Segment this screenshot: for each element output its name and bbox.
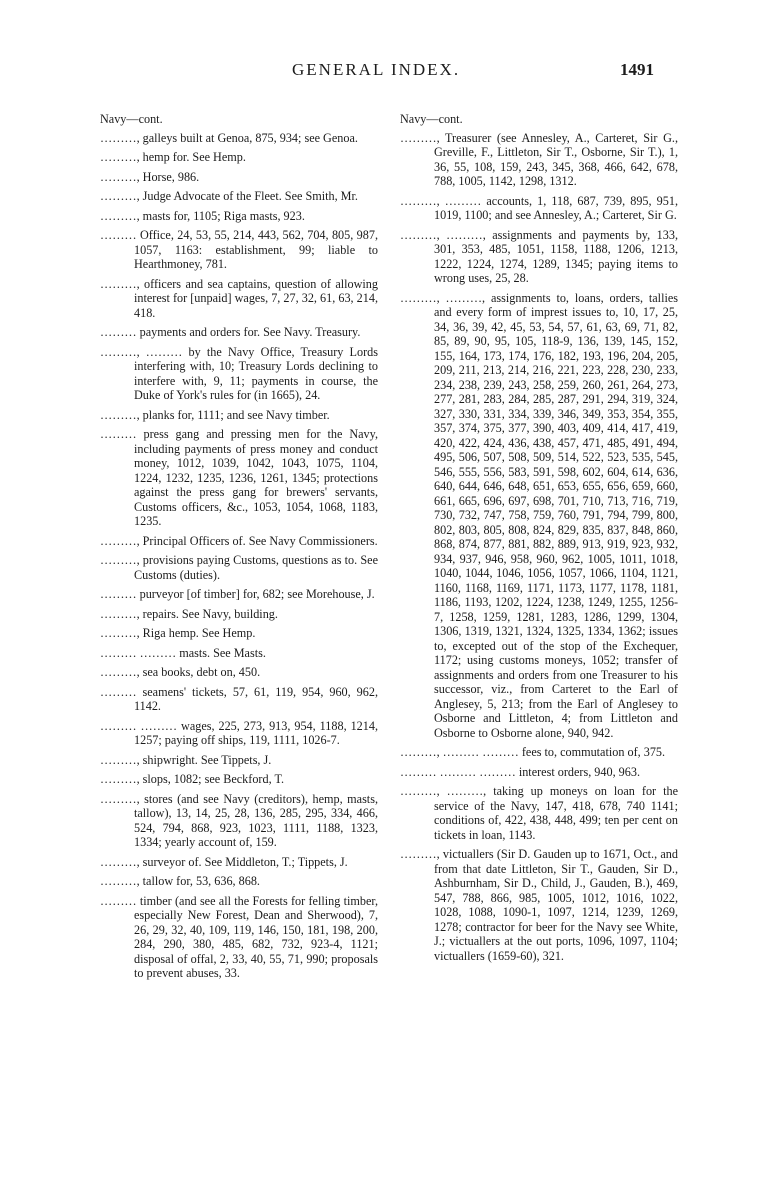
index-entry: ………, tallow for, 53, 636, 868. [100,874,260,888]
index-entry: ………, planks for, 1111; and see Navy timber. [100,407,330,422]
column-heading: Navy—cont. [100,112,163,126]
index-entry: ………, repairs. See Navy, building. [100,606,278,621]
index-column-right [400,112,678,968]
index-column-left [100,112,378,986]
index-entry: ………, slops, 1082; see Beckford, T. [100,772,285,786]
index-entry: ……… seamens' tickets, 57, 61, 119, 954, 960, 962, 1142. [100,684,378,713]
index-entry: ……… ……… wages, 225, 273, 913, 954, 1188, 1214, 1257; paying off ships, 119, 1111, 1026-7. [100,718,378,747]
index-entry: ………, officers and sea captains, question of allowing interest for [unpaid] wages, 7, 27, 32, 61, 63, 214, 418. [100,276,378,320]
index-entry: ………, ……… accounts, 1, 118, 687, 739, 895, 951, 1019, 1100; and see Annesley, A.; Carteret, Sir G. [400,193,678,222]
index-entry: ………, Horse, 986. [100,169,200,184]
index-entry: ………, Treasurer (see Annesley, A., Carteret, Sir G., Greville, F., Littleton, Sir T., Osborne, Sir T.), 1, 36, 55, 108, 159, 243, 345, 368, 466, 642, 678, 788, 1005, 1142, 1298, 1312. [400,130,678,188]
index-entry: ………, ……… ……… fees to, commutation of, 375. [400,745,666,759]
running-title: GENERAL INDEX. [292,60,461,79]
index-entry: ………, Judge Advocate of the Fleet. See Smith, Mr. [100,189,358,203]
index-entry: ………, shipwright. See Tippets, J. [100,752,272,767]
index-entry: ………, Principal Officers of. See Navy Commissioners. [100,533,378,548]
index-entry: ………, hemp for. See Hemp. [100,150,246,164]
index-entry: ……… press gang and pressing men for the Navy, including payments of press money and conduct money, 1012, 1039, 1042, 1043, 1075, 1104, 1224, 1232, 1235, 1236, 1261, 1345; protections against the press gang for brewers' servants, Customs officers, &c., 1053, 1054, 1068, 1183, 1235. [100,427,378,528]
index-entry: ………, ………, assignments to, loans, orders, tallies and every form of imprest issues to, 10, 17, 25, 34, 36, 39, 42, 45, 53, 54, 57, 61, 63, 69, 71, 82, 85, 89, 90, 95, 105, 118-9, 136, 139, 145, 152, 155, 164, 173, 174, 176, 182, 193, 196, 204, 205, 209, 211, 213, 214, 216, 221, 223, 228, 230, 233, 234, 238, 239, 243, 258, 259, 260, 261, 264, 273, 277, 281, 283, 284, 285, 287, 291, 294, 319, 324, 327, 330, 331, 334, 339, 346, 349, 353, 354, 355, 357, 374, 375, 377, 390, 403, 409, 414, 417, 419, 420, 422, 424, 436, 438, 457, 471, 485, 491, 494, 495, 506, 507, 508, 509, 514, 522, 523, 535, 545, 546, 555, 556, 583, 591, 598, 602, 604, 614, 636, 640, 644, 646, 648, 651, 653, 655, 656, 659, 660, 661, 665, 696, 697, 698, 701, 710, 713, 716, 719, 730, 732, 747, 758, 759, 760, 791, 794, 799, 800, 802, 803, 805, 808, 824, 829, 835, 837, 848, 860, 868, 874, 877, 881, 882, 889, 913, 919, 923, 932, 934, 937, 946, 958, 960, 962, 1005, 1011, 1018, 1040, 1044, 1046, 1056, 1057, 1066, 1104, 1121, 1160, 1168, 1169, 1171, 1173, 1177, 1178, 1181, 1186, 1193, 1202, 1224, 1238, 1249, 1255, 1256-7, 1258, 1259, 1281, 1283, 1286, 1299, 1304, 1306, 1319, 1321, 1324, 1325, 1334, 1362; issues to, excepted out of the stop of the Exchequer, 1172; using customs moneys, 1052; transfer of assignments and orders from one Treasurer to his successor, viz., from Carteret to the Earl of Anglesey, 5, 213; from the Earl of Anglesey to Osborne and Littleton, 4; from Littleton and Osborne to Osborne alone, 940, 942. [400,290,678,740]
index-entry: ………, sea books, debt on, 450. [100,665,261,679]
index-entry: ………, masts for, 1105; Riga masts, 923. [100,208,305,223]
index-entry: ………, ………, taking up moneys on loan for the service of the Navy, 147, 418, 678, 740 1141; conditions of, 422, 438, 448, 499; ten per cent on tickets in loan, 1143. [400,784,678,842]
index-entry: ……… ……… masts. See Masts. [100,645,266,660]
index-entry: ………, surveyor of. See Middleton, T.; Tippets, J. [100,854,348,869]
index-entry: ………, provisions paying Customs, questions as to. See Customs (duties). [100,553,378,582]
page-number: 1491 [620,60,654,79]
column-heading: Navy—cont. [400,112,463,126]
index-entry: ………, ……… by the Navy Office, Treasury Lords interfering with, 10; Treasury Lords declining to interfere with, 9, 11; payments in course, the Duke of York's rules for (in 1665), 24. [100,344,378,402]
page-header [0,60,770,90]
index-entry: ………, stores (and see Navy (creditors), hemp, masts, tallow), 13, 14, 25, 28, 136, 285, 295, 334, 466, 524, 794, 868, 923, 1023, 1111, 1188, 1323, 1334; yearly account of, 159. [100,791,378,849]
index-entry: ……… timber (and see all the Forests for felling timber, especially New Forest, Dean and Sherwood), 7, 26, 29, 32, 40, 109, 119, 146, 150, 181, 198, 200, 284, 290, 380, 485, 682, 732, 923-4, 1121; disposal of offal, 2, 33, 40, 55, 71, 990; proposals to prevent abuses, 33. [100,893,378,980]
index-entry: ………, victuallers (Sir D. Gauden up to 1671, Oct., and from that date Littleton, Sir T., Gauden, Sir D., Ashburnham, Sir D., Child, J., Gauden, B.), 469, 547, 788, 866, 985, 1005, 1012, 1016, 1022, 1028, 1088, 1090-1, 1097, 1214, 1239, 1269, 1278; contractor for beer for the Navy see White, J.; victuallers at the out ports, 1096, 1097, 1104; victuallers (1659-60), 321. [400,847,678,963]
index-entry: ………, galleys built at Genoa, 875, 934; see Genoa. [100,130,358,145]
index-entry: ………, Riga hemp. See Hemp. [100,626,256,640]
index-entry: ………, ………, assignments and payments by, 133, 301, 353, 485, 1051, 1158, 1188, 1206, 1213, 1222, 1224, 1274, 1289, 1345; paying items to wrong uses, 25, 28. [400,227,678,285]
index-entry: ……… ……… ……… interest orders, 940, 963. [400,764,641,779]
index-entry: ……… payments and orders for. See Navy. Treasury. [100,325,361,339]
index-entry: ……… Office, 24, 53, 55, 214, 443, 562, 704, 805, 987, 1057, 1163: establishment, 99; liable to Hearthmoney, 781. [100,228,378,271]
index-entry: ……… purveyor [of timber] for, 682; see Morehouse, J. [100,587,375,601]
